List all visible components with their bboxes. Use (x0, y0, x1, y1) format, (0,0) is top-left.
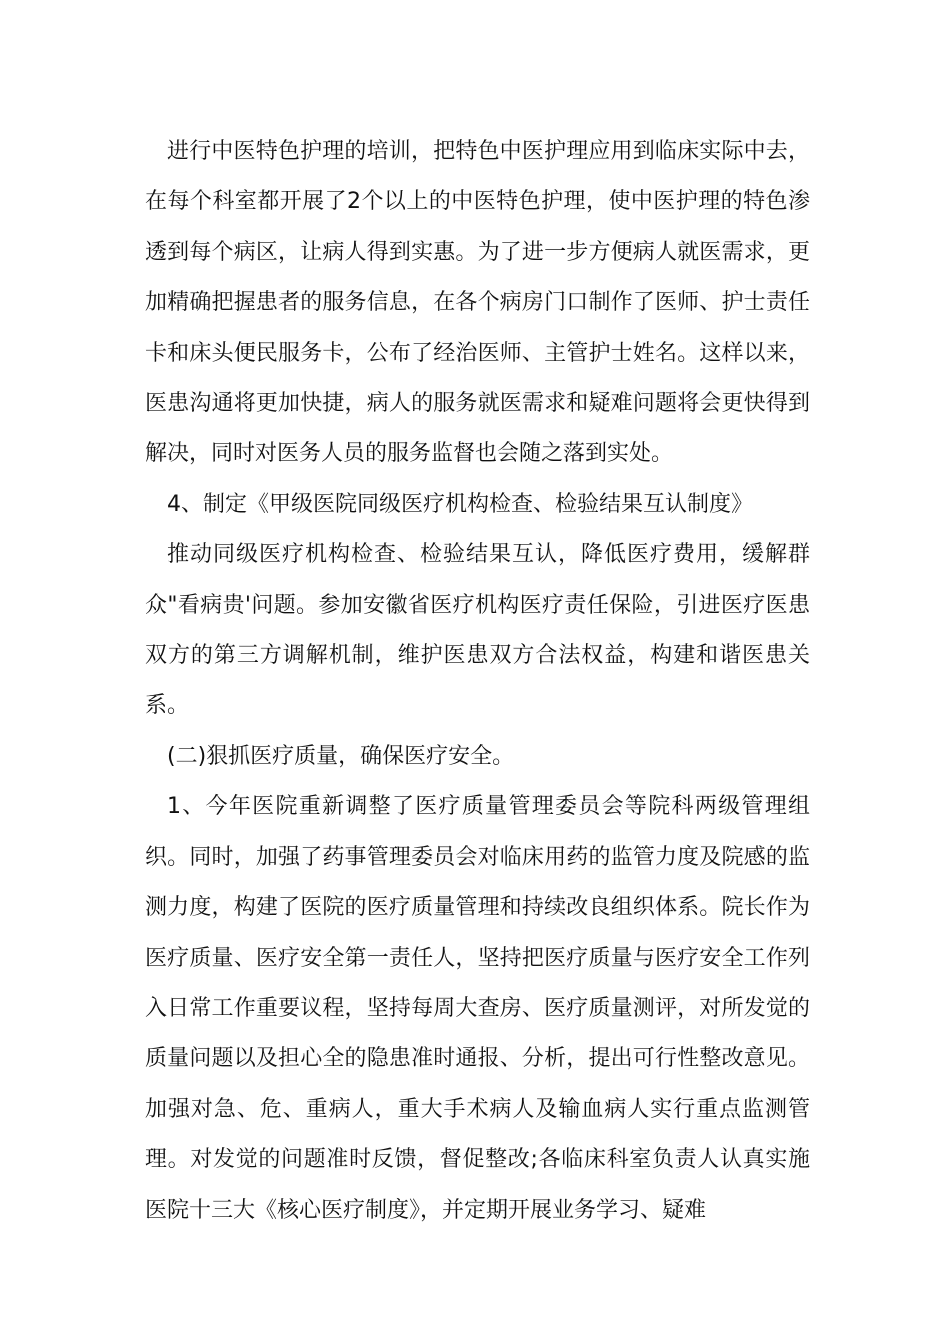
paragraph-quality-management: 1、今年医院重新调整了医疗质量管理委员会等院科两级管理组织。同时，加强了药事管理委员会对临床用药的监管力度及院感的监测力度，构建了医院的医疗质量管理和持续改良组织体系。院长作为医疗质量、医疗安全第一责任人，坚持把医疗质量与医疗安全工作列入日常工作重要议程，坚持每周大查房、医疗质量测评，对所发觉的质量问题以及担心全的隐患准时通报、分析，提出可行性整改意见。加强对急、危、重病人，重大手术病人及输血病人实行重点监测管理。对发觉的问题准时反馈，督促整改;各临床科室负责人认真实施医院十三大《核心医疗制度》，并定期开展业务学习、疑难 (145, 794, 810, 1223)
heading-mutual-recognition-system: 4、制定《甲级医院同级医疗机构检查、检验结果互认制度》 (167, 491, 753, 517)
paragraph-mutual-recognition: 推动同级医疗机构检查、检验结果互认，降低医疗费用，缓解群众"看病贵'问题。参加安徽省医疗机构医疗责任保险，引进医疗医患双方的第三方调解机制，维护医患双方合法权益，构建和谐医患关系。 (145, 542, 810, 719)
paragraph-tcm-nursing: 进行中医特色护理的培训，把特色中医护理应用到临床实际中去，在每个科室都开展了2个以上的中医特色护理，使中医护理的特色渗透到每个病区，让病人得到实惠。为了进一步方便病人就医需求，更加精确把握患者的服务信息，在各个病房门口制作了医师、护士责任卡和床头便民服务卡，公布了经治医师、主管护士姓名。这样以来，医患沟通将更加快捷，病人的服务就医需求和疑难问题将会更快得到解决，同时对医务人员的服务监督也会随之落到实处。 (145, 139, 810, 467)
heading-medical-quality: (二)狠抓医疗质量，确保医疗安全。 (167, 743, 515, 769)
document-body (145, 127, 810, 1236)
